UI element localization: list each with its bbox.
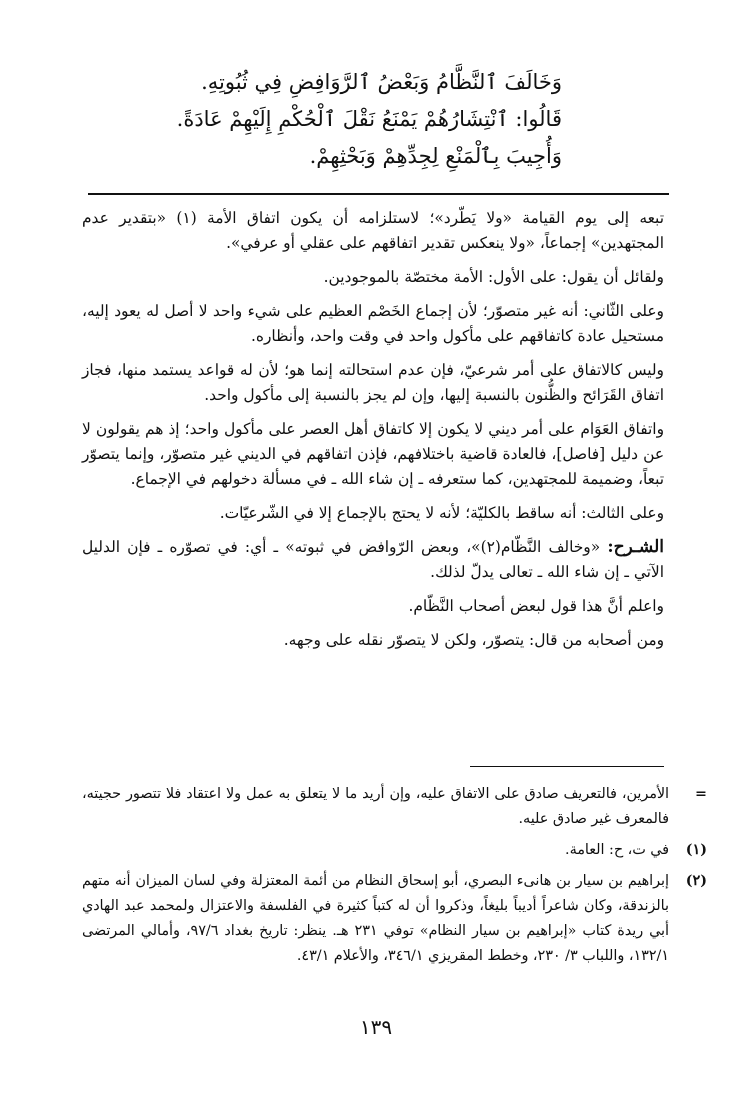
footnote-marker: (٢) (685, 873, 707, 889)
commentary-paragraph: ومن أصحابه من قال: يتصوّر، ولكن لا يتصوّر نقله على وجهه. (283, 631, 664, 649)
commentary-paragraph: واعلم أنَّ هذا قول لبعض أصحاب النَّظّام. (408, 597, 664, 615)
commentary-paragraph: وعلى الثّاني: أنه غير متصوّر؛ لأن إجماع الخَصْم العظيم على شيء واحد لا أصل له يعود إليه، مستحيل عادة كاتفاقهم على مأكول واحد في وقت واحد، وأنظاره. (82, 302, 664, 345)
commentary-paragraph: ولقائل أن يقول: على الأول: الأمة مختصّة بالموجودين. (323, 268, 664, 286)
verse-line-3: وَأُجِيبَ بِٱلْمَنْعِ لِجِدِّهِمْ وَبَحْثِهِمْ. (309, 144, 562, 168)
footnote-text: إبراهيم بن سيار بن هانىء البصري، أبو إسحاق النظام من أئمة المعتزلة وفي لسان الميزان أنه متهم بالزندقة، وكان شاعراً أديباً بليغاً، وذكروا أن له كتباً كثيرة في الفلسفة والاعتزال ولمحمد عبد الهادي أبي ريدة كتاب «إبراهيم بن سيار النظام» توفي ٢٣١ هـ. ينظر: تاريخ بغداد ٩٧/٦، وأمالي المرتضى ١٣٢/١، واللباب ٣/ ٢٣٠، وخطط المقريزي ٣٤٦/١، والأعلام ٤٣/١. (82, 873, 669, 964)
footnote (82, 869, 707, 969)
footnote-text: في ت، ح: العامة. (565, 842, 669, 858)
verse-line-1: وَخَالَفَ ٱلنَّظَّامُ وَبَعْضُ ٱلرَّوَافِضِ فِي ثُبُوتِهِ. (201, 70, 562, 94)
page-number: ١٣٩ (359, 1015, 393, 1039)
main-divider (88, 193, 669, 195)
footnotes (82, 782, 707, 975)
footnote (82, 782, 707, 832)
footnote-text: الأمرين، فالتعريف صادق على الاتفاق عليه، وإن أريد ما لا يتعلق به عمل ولا اعتقاد فلا تتصور حجيته، فالمعرف غير صادق عليه. (82, 786, 669, 827)
footnote-marker: (١) (685, 842, 707, 858)
sharh-label: الشـرح: (607, 537, 664, 557)
footnote-divider (470, 766, 664, 767)
verse-line-2: قَالُوا: ٱنْتِشَارُهُمْ يَمْنَعُ نَقْلَ ٱلْحُكْمِ إِلَيْهِمْ عَادَةً. (176, 107, 562, 131)
commentary-paragraph: واتفاق العَوَام على أمر ديني لا يكون إلا كاتفاق أهل العصر على مأكول واحد؛ إذ هم يقولون لا عن دليل [فاصل]، فالعادة قاضية باختلافهم، فإذن اتفاقهم في الديني غير متصوّر، وإنما يتصوّر تبعاً، وضميمة للمجتهدين، كما ستعرفه ـ إن شاء الله ـ في مسألة دخولهم في الإجماع. (82, 420, 664, 488)
sharh-text: «وخالف النَّظّام(٢)»، وبعض الرّوافض في ثبوته» ـ أي: في تصوّره ـ فإن الدليل الآتي ـ إن شاء الله ـ تعالى يدلّ لذلك. (82, 538, 664, 581)
verse-block (142, 64, 562, 175)
sharh-paragraph (82, 535, 664, 585)
commentary-body (82, 206, 664, 662)
footnote-marker: = (695, 786, 707, 802)
commentary-paragraph: وعلى الثالث: أنه ساقط بالكليّة؛ لأنه لا يحتج بالإجماع إلا في الشّرعيّات. (219, 504, 664, 522)
commentary-paragraph: وليس كالاتفاق على أمر شرعيّ، فإن عدم استحالته إنما هو؛ لأن له قواعد يستمد منها، فجاز اتفاق القَرَائح والظُّنون بالنسبة إليها، وإن لم يجز بالنسبة إلى مأكول واحد. (82, 361, 664, 404)
commentary-paragraph: تبعه إلى يوم القيامة «ولا يَطّرد»؛ لاستلزامه أن يكون اتفاق الأمة (١) «بتقدير عدم المجتهدين» إجماعاً، «ولا ينعكس تقدير اتفاقهم على عقلي أو عرفي». (82, 209, 664, 252)
footnote (82, 838, 707, 863)
